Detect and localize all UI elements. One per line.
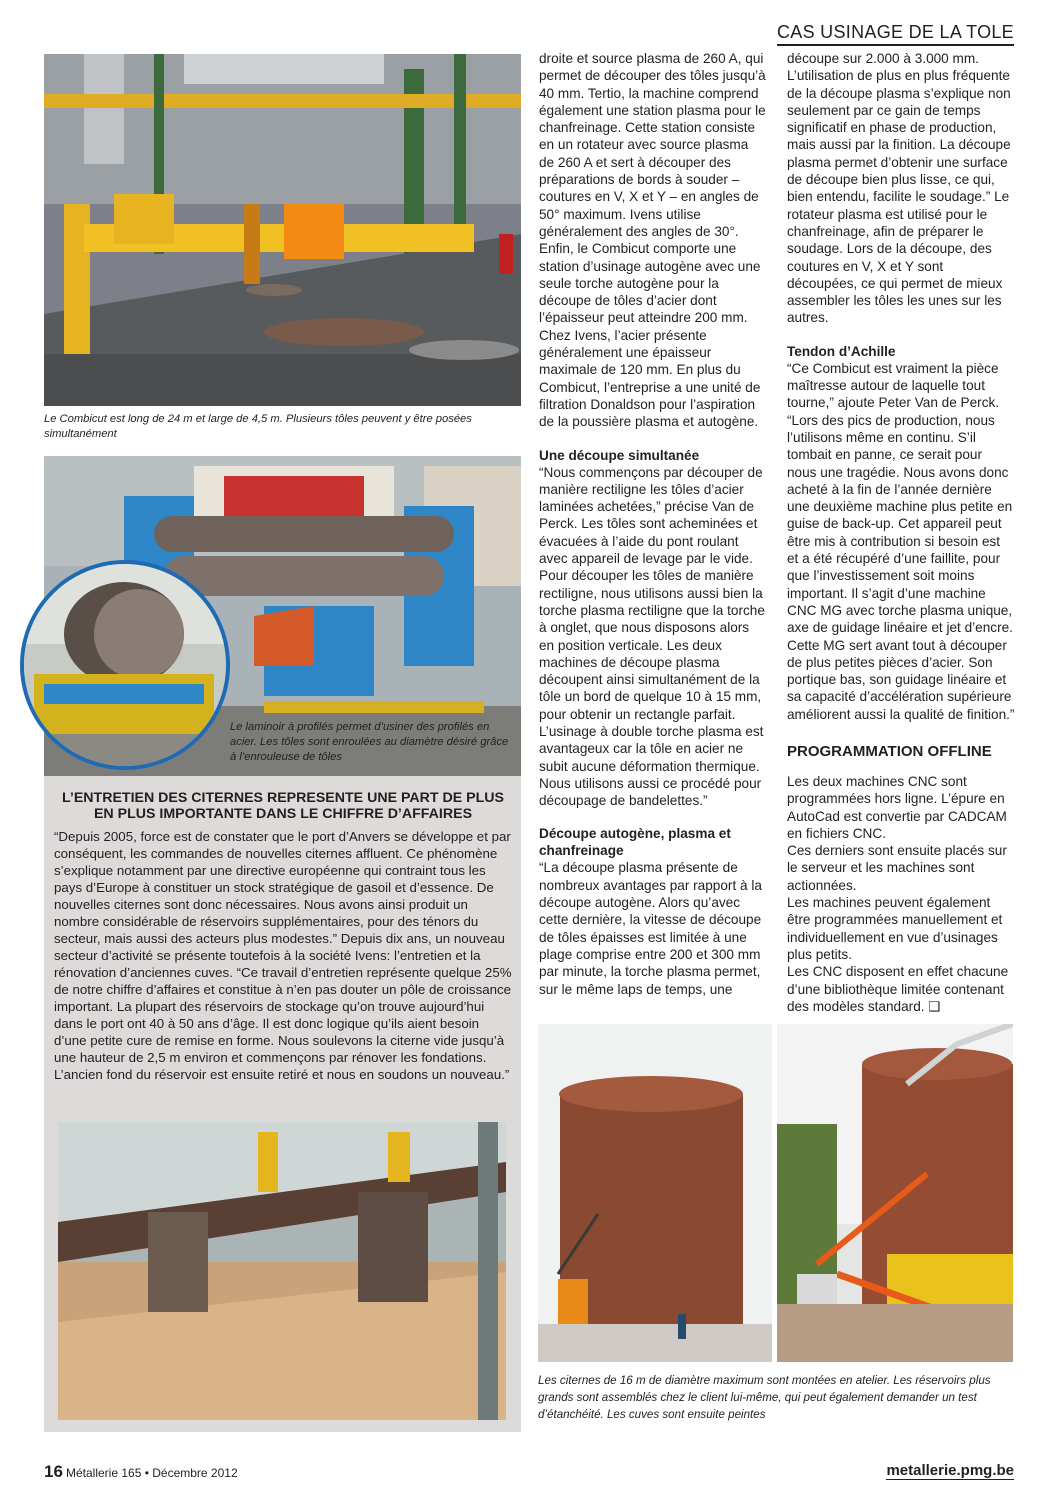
paragraph: droite et source plasma de 260 A, qui permet de découper des tôles jusqu’à 40 mm. Tertio, la machine comprend également une station plasma pour le chanfreinage. Cette station consiste en un rotateur avec source plasma de 260 A et sert à découper des préparations de bords à souder – coutures en V, X et Y – en angles de 50° maximum. Ivens utilise généralement des angles de 30°. Enfin, le Combicut comporte une station d’usinage autogène avec une seule torche autogène pour la découpe de tôles d’acier dont l’épaisseur peut atteindre 200 mm. Chez Ivens, l’acier présente généralement une épaisseur maximale de 120 mm. En plus du Combicut, l’entreprise a une unité de filtration Donaldson pour l’aspiration de la poussière plasma et autogène.	[539, 51, 766, 430]
subheading: Tendon d’Achille	[787, 343, 896, 359]
paragraph: Les CNC disposent en effet chacune d’une bibliothèque limitée contenant des modèles standard. ❑	[787, 964, 1009, 1014]
paragraph: “Nous commençons par découper de manière rectiligne les tôles d’acier laminées achetées,” précise Van de Perck. Les tôles sont acheminées et évacuées à l’aide du pont roulant avec appareil de levage par le vide. Pour découper les tôles de manière rectiligne, nous utilisons aussi bien la torche plasma rectiligne que la torche à onglet, que nous disposons alors en position verticale. Les deux machines de découpe plasma découpent ainsi simultanément de la tôle un bord de quelque 10 à 15 mm, pour obtenir un rectangle parfait. L’usinage à double torche plasma est avantageux car la tôle en acier ne subit aucune déformation thermique. Nous utilisons aussi ce procédé pour découpage de bandelettes.”	[539, 464, 765, 809]
section-heading: PROGRAMMATION OFFLINE	[787, 742, 992, 760]
combicut-photo	[44, 54, 521, 406]
laminoir-inset-photo	[20, 560, 230, 770]
citernes-caption: Les citernes de 16 m de diamètre maximum sont montées en atelier. Les réservoirs plus grands sont assemblés chez le client lui-même, qui peut également demander un test d’étanchéité. Les cuves sont ensuite peintes	[538, 1374, 991, 1421]
site-url[interactable]: metallerie.pmg.be	[886, 1462, 1014, 1479]
paragraph: Les machines peuvent également être programmées manuellement et individuellement en vue d’usinages plus petits.	[787, 895, 1003, 962]
combicut-caption: Le Combicut est long de 24 m et large de 4,5 m. Plusieurs tôles peuvent y être posées simultanément	[44, 413, 472, 440]
laminoir-caption: Le laminoir à profilés permet d’usiner des profilés en acier. Les tôles sont enroulées au diamètre désiré grâce à l’enrouleuse de tôles	[230, 721, 509, 763]
section-header: CAS USINAGE DE LA TOLE	[777, 22, 1014, 46]
subheading: Découpe autogène, plasma et chanfreinage	[539, 826, 731, 859]
paragraph: “La découpe plasma présente de nombreux avantages par rapport à la découpe autogène. Alors qu’avec cette dernière, la vitesse de découpe de tôles épaisses est limitée à une plage comprise entre 200 et 300 mm par minute, la torche plasma permet, sur le même laps de temps, une	[539, 860, 762, 997]
text-column-middle	[539, 50, 767, 998]
box-body: “Depuis 2005, force est de constater que le port d’Anvers se développe et par conséquent, les commandes de nouvelles citernes affluent. Ce phénomène s’explique notamment par une directive européenne qui contraint tous les pays d’Europe à constituer un stock stratégique de gasoil et d’essence. De nouvelles citernes sont donc nécessaires. Nous avons ainsi produit un nombre considérable de réservoirs supplémentaires, pour des ténors du secteur, mais aussi des acteurs plus modestes.” Depuis dix ans, un nouveau secteur d’activité se présente toutefois à la société Ivens: l’entretien et la rénovation d’anciennes cuves. “Ce travail d’entretien représente quelque 25% de notre chiffre d’affaires et constitue à n’en pas douter un pôle de croissance important. La plupart des réservoirs de stockage qu’on trouve aujourd’hui dans le port ont 40 à 50 ans d’âge. Il est donc logique qu’ils aient besoin d’une petite cure de remise en forme. Nous soulevons la citerne vide jusqu’à une hauteur de 2,5 m environ et commençons par rénover les fondations. L’ancien fond du réservoir est ensuite retiré et nous en soudons un nouveau.”	[54, 829, 512, 1082]
issue-label: Métallerie 165 • Décembre 2012	[66, 1466, 238, 1480]
paragraph: “Ce Combicut est vraiment la pièce maîtresse autour de laquelle tout tourne,” ajoute Peter Van de Perck. “Lors des pics de production, nous l’utilisons même en continu. S’il tombait en panne, ce serait pour nous une tragédie. Nous avons donc acheté à la fin de l’année dernière une deuxième machine plus petite en guise de back-up. Cet appareil peut être mis à contribution si besoin est et a été récupéré d’une faillite, pour que l’investissement soit moins important. Il s’agit d’une machine CNC MG avec torche plasma unique, axe de guidage linéaire et jet d’encre. Cette MG sert avant tout à découper de plus petites pièces d’acier. Son portique bas, son guidage linéaire et sa capacité d’accélération supérieure améliorent aussi la qualité de finition.”	[787, 360, 1015, 722]
paragraph: découpe sur 2.000 à 3.000 mm. L’utilisation de plus en plus fréquente de la découpe plasma s’explique non seulement par ce gain de temps significatif en phase de production, mais aussi par la finition. La découpe plasma permet d’obtenir une surface de découpe bien plus lisse, ce qui, bien entendu, facilite le soudage.” Le rotateur plasma est utilisé pour le chanfreinage, afin de préparer le soudage. Lors de la découpe, des coutures en V, X et Y sont découpées, ce qui permet de mieux assembler les tôles les unes sur les autres.	[787, 51, 1011, 326]
tank-lifting-photo	[58, 1122, 506, 1420]
text-column-right	[787, 50, 1015, 1015]
sidebar-box	[44, 776, 521, 1432]
paragraph: Ces derniers sont ensuite placés sur le serveur et les machines sont actionnées.	[787, 843, 1007, 893]
tank-assembly-photo	[538, 1024, 772, 1362]
tank-painting-photo	[777, 1024, 1013, 1362]
subheading: Une découpe simultanée	[539, 447, 700, 463]
paragraph: Les deux machines CNC sont programmées hors ligne. L’épure en AutoCad est convertie par CADCAM en fichiers CNC.	[787, 773, 1007, 841]
box-title: L’ENTRETIEN DES CITERNES REPRESENTE UNE PART DE PLUS EN PLUS IMPORTANTE DANS LE CHIFFRE D’AFFAIRES	[62, 790, 504, 822]
page-number: 16	[44, 1462, 63, 1481]
